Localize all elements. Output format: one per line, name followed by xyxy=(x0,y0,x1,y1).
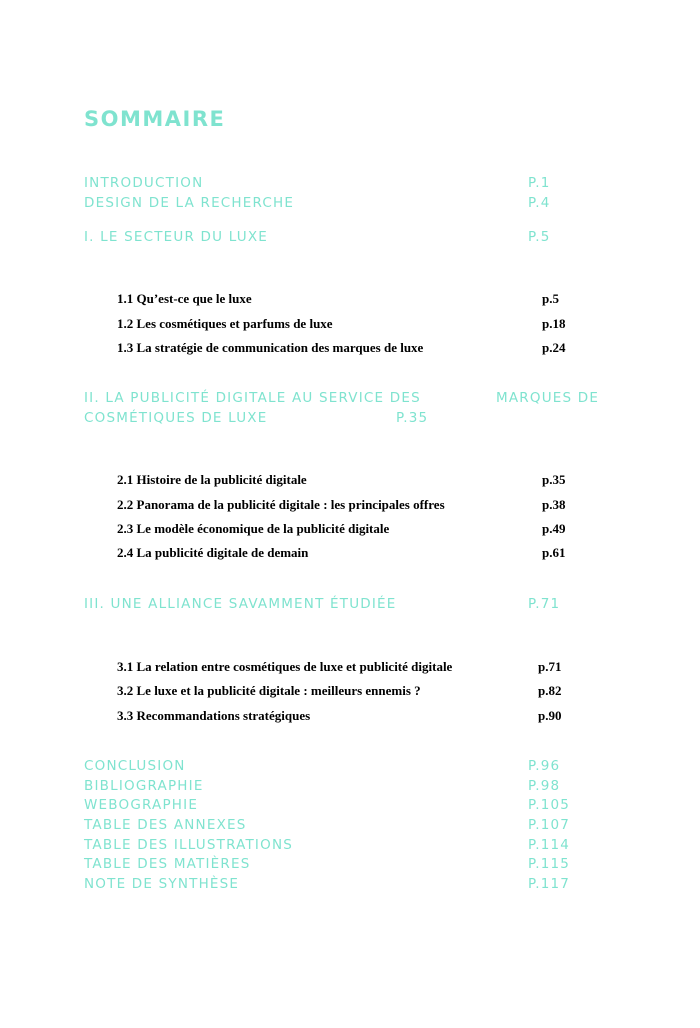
toc-subentry-label: 1.2 Les cosmétiques et parfums de luxe xyxy=(117,316,333,331)
toc-subentry-label: 1.3 La stratégie de communication des marques de luxe xyxy=(117,340,424,355)
toc-entry-label: TABLE DES MATIÈRES xyxy=(84,856,251,872)
toc-entry-note-synthese[interactable] xyxy=(84,876,604,896)
toc-entry-label: TABLE DES ANNEXES xyxy=(84,817,247,833)
toc-entry-page: P.107 xyxy=(528,817,571,833)
toc-entry-label: TABLE DES ILLUSTRATIONS xyxy=(84,837,294,853)
toc-subentry-page: p.71 xyxy=(538,659,562,674)
toc-entry-webographie[interactable] xyxy=(84,797,604,817)
toc-subentry-label: 3.3 Recommandations stratégiques xyxy=(117,708,311,723)
toc-subentry-label: 2.3 Le modèle économique de la publicité digitale xyxy=(117,521,390,536)
toc-entry-introduction[interactable] xyxy=(84,175,604,195)
toc-entry-label: NOTE DE SYNTHÈSE xyxy=(84,876,240,892)
toc-entry-table-illustrations[interactable] xyxy=(84,837,604,857)
toc-entry-page: P.114 xyxy=(528,837,571,853)
toc-entry-label: CONCLUSION xyxy=(84,758,186,774)
toc-part-page: P.71 xyxy=(528,596,561,612)
toc-entry-bibliographie[interactable] xyxy=(84,778,604,798)
toc-entry-label: INTRODUCTION xyxy=(84,175,204,191)
toc-subentry-1-3[interactable] xyxy=(117,340,577,358)
toc-subentry-3-1[interactable] xyxy=(117,659,577,677)
toc-subentry-1-1[interactable] xyxy=(117,291,577,309)
toc-subentry-1-2[interactable] xyxy=(117,316,577,334)
toc-subentry-page: p.49 xyxy=(542,521,566,536)
toc-part-page: P.5 xyxy=(528,229,551,245)
toc-subentry-2-4[interactable] xyxy=(117,545,577,563)
toc-subentry-page: p.18 xyxy=(542,316,566,331)
toc-subentry-page: p.61 xyxy=(542,545,566,560)
toc-entry-page: P.1 xyxy=(528,175,551,191)
toc-entry-label: BIBLIOGRAPHIE xyxy=(84,778,204,794)
toc-entry-design-recherche[interactable] xyxy=(84,195,604,215)
toc-entry-page: P.115 xyxy=(528,856,571,872)
toc-subentry-page: p.5 xyxy=(542,291,559,306)
toc-subentry-label: 3.2 Le luxe et la publicité digitale : meilleurs ennemis ? xyxy=(117,683,421,698)
toc-entry-table-matieres[interactable] xyxy=(84,856,604,876)
toc-entry-label: DESIGN DE LA RECHERCHE xyxy=(84,195,295,211)
toc-entry-page: P.98 xyxy=(528,778,561,794)
toc-part-label: I. LE SECTEUR DU LUXE xyxy=(84,229,269,245)
toc-subentry-2-2[interactable] xyxy=(117,497,577,515)
toc-part-label-line1b: MARQUES DE xyxy=(496,390,600,406)
toc-part-label-line1: II. LA PUBLICITÉ DIGITALE AU SERVICE DES xyxy=(84,390,421,406)
toc-subentry-page: p.82 xyxy=(538,683,562,698)
toc-part-page: P.35 xyxy=(396,410,429,426)
toc-subentry-3-2[interactable] xyxy=(117,683,577,701)
toc-subentry-2-1[interactable] xyxy=(117,472,577,490)
toc-subentry-label: 1.1 Qu’est-ce que le luxe xyxy=(117,291,252,306)
toc-subentry-label: 2.2 Panorama de la publicité digitale : les principales offres xyxy=(117,497,445,512)
toc-part-1[interactable] xyxy=(84,229,604,249)
toc-part-label: III. UNE ALLIANCE SAVAMMENT ÉTUDIÉE xyxy=(84,596,397,612)
toc-subentry-2-3[interactable] xyxy=(117,521,577,539)
toc-subentry-3-3[interactable] xyxy=(117,708,577,726)
toc-entry-page: P.105 xyxy=(528,797,571,813)
toc-subentry-label: 2.4 La publicité digitale de demain xyxy=(117,545,309,560)
toc-entry-page: P.4 xyxy=(528,195,551,211)
toc-part-3[interactable] xyxy=(84,596,604,616)
toc-entry-table-annexes[interactable] xyxy=(84,817,604,837)
toc-subentry-label: 2.1 Histoire de la publicité digitale xyxy=(117,472,307,487)
toc-part-2[interactable] xyxy=(84,390,624,430)
toc-entry-label: WEBOGRAPHIE xyxy=(84,797,199,813)
toc-subentry-page: p.90 xyxy=(538,708,562,723)
toc-entry-conclusion[interactable] xyxy=(84,758,604,778)
toc-subentry-page: p.38 xyxy=(542,497,566,512)
toc-subentry-label: 3.1 La relation entre cosmétiques de luxe et publicité digitale xyxy=(117,659,453,674)
toc-entry-page: P.96 xyxy=(528,758,561,774)
toc-subentry-page: p.24 xyxy=(542,340,566,355)
toc-subentry-page: p.35 xyxy=(542,472,566,487)
toc-entry-page: P.117 xyxy=(528,876,571,892)
toc-part-label-line2: COSMÉTIQUES DE LUXE xyxy=(84,410,268,426)
page-title: SOMMAIRE xyxy=(84,107,226,131)
